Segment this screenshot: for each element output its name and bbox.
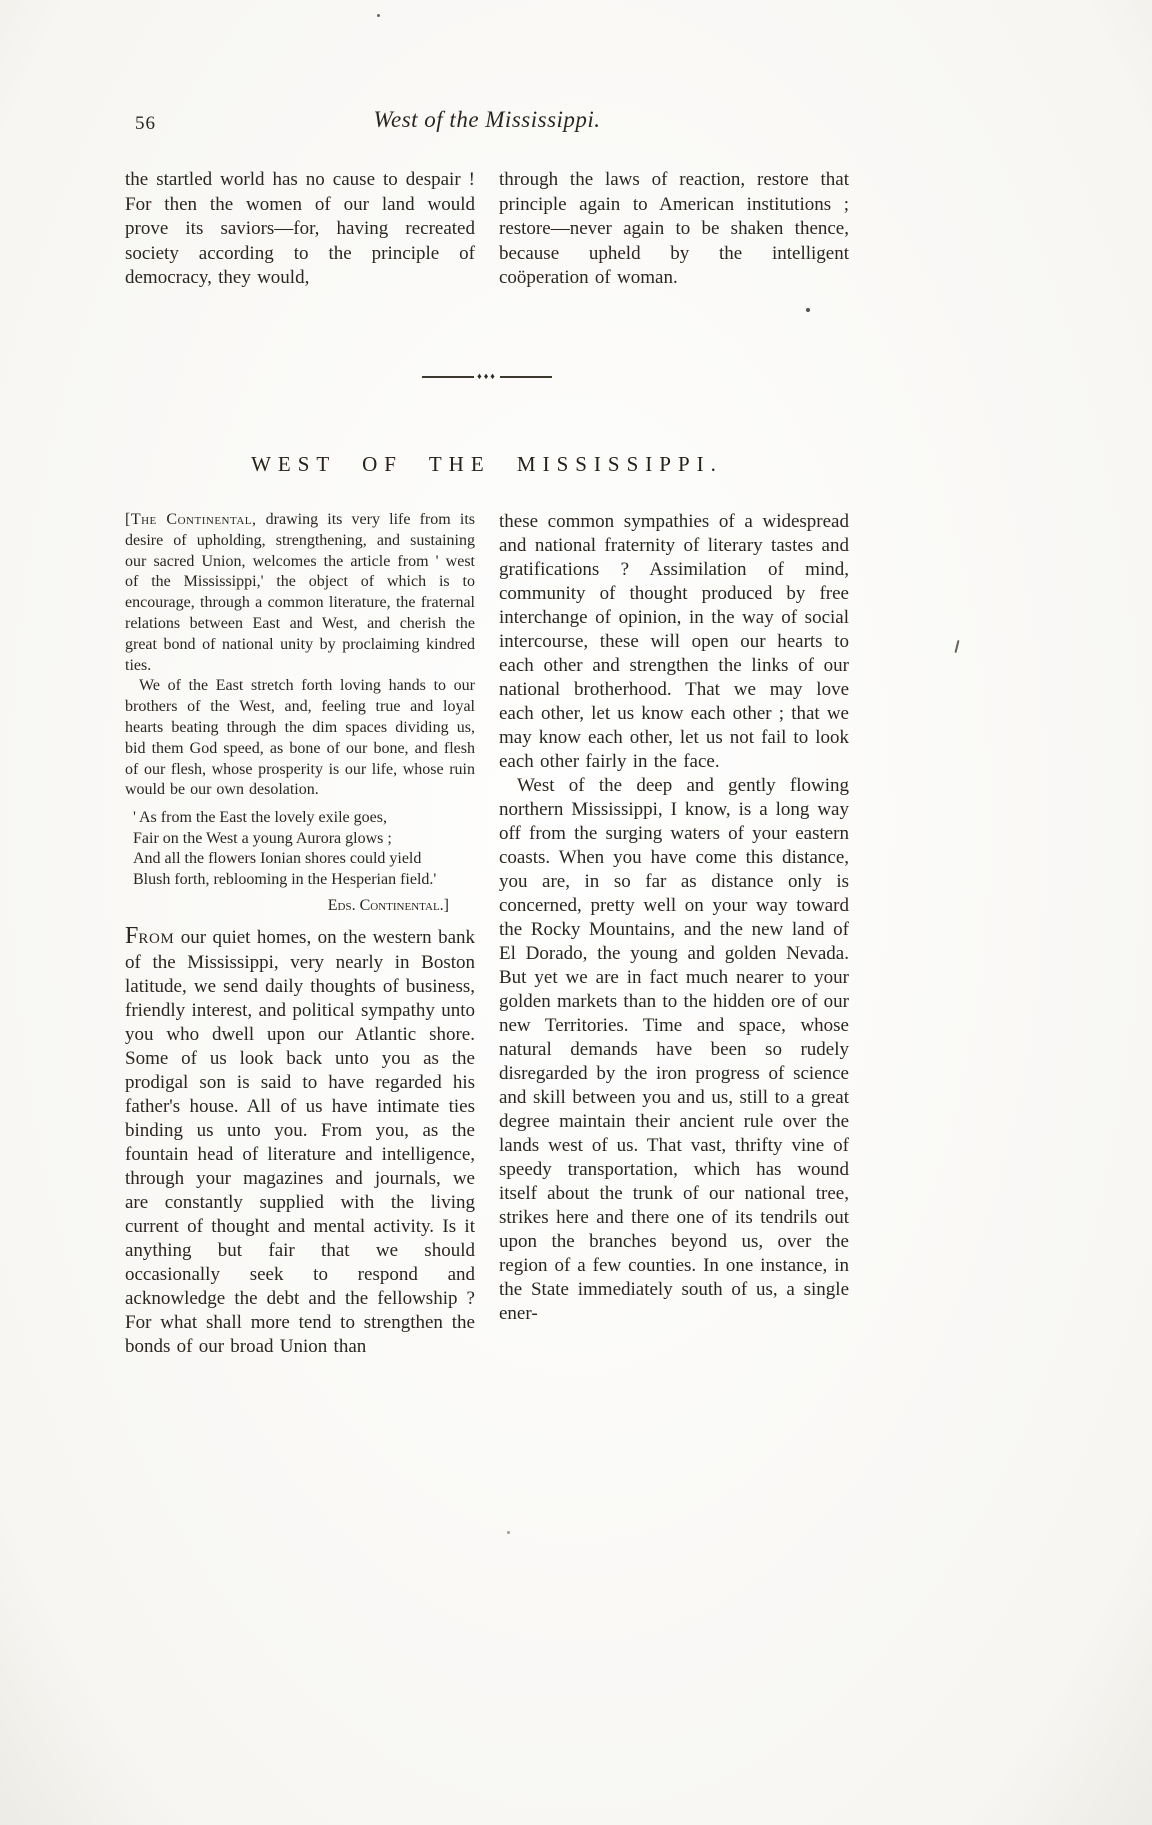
divider-rule-right	[500, 376, 552, 378]
article-left-paragraph	[125, 924, 475, 1359]
scan-artifact-dot	[377, 14, 380, 17]
article-left-paragraph-text: our quiet homes, on the western bank of the Mississippi, very nearly in Boston latitude, we send daily thoughts of business, friendly interest, and political sympathy unto you who dwell upon our Atlantic shore. Some of us look back unto you as the prodigal son is said to have regarded his father's house. All of us have intimate ties binding us unto you. From you, as the fountain head of literature and intelligence, through your magazines and journals, we are constantly supplied with the living current of thought and mental activity. Is it anything but fair that we should occasionally seek to respond and acknowledge the debt and the fellowship ? For what shall more tend to strengthen the bonds of our broad Union than	[125, 927, 475, 1358]
editorial-note-paragraph-1	[125, 510, 475, 676]
top-continuation-section	[125, 168, 849, 291]
poem-line: Blush forth, reblooming in the Hesperian field.'	[133, 870, 437, 888]
divider-rule-left	[422, 376, 474, 378]
lead-word	[125, 923, 175, 950]
editorial-note-paragraph-1-text: drawing its very life from its desire of upholding, strengthening, and sustaining our sacred Union, welcomes the article from ' west of the Mississippi,' the object of which is to encourage, through a common literature, the fraternal relations between East and West, and cherish the great bond of national unity by proclaiming kindred ties.	[125, 511, 475, 674]
lead-rest: ROM	[138, 931, 175, 948]
divider-dots-icon: ♦♦♦	[477, 371, 497, 381]
running-title: West of the Mississippi.	[373, 107, 601, 132]
top-left-paragraph: the startled world has no cause to despair ! For then the women of our land would prove its saviors—for, having recreated society according to the principle of democracy, they would,	[125, 169, 475, 288]
top-right-paragraph: through the laws of reaction, restore that principle again to American institutions ; restore—never again to be shaken thence, because upheld by the intelligent coöperation of woman.	[499, 169, 849, 288]
section-divider	[125, 372, 849, 382]
article-left-column	[125, 510, 475, 1359]
scan-artifact-slash	[954, 640, 959, 653]
page-header	[125, 107, 849, 143]
poem-attribution: Eds. Continental.]	[327, 897, 449, 915]
continental-smallcaps: [The Continental,	[125, 511, 257, 528]
page-number: 56	[135, 113, 156, 134]
scan-artifact-dot	[806, 308, 810, 312]
poem-line: ' As from the East the lovely exile goes,	[133, 809, 387, 827]
top-right-column	[499, 168, 849, 291]
poem-line: And all the flowers Ionian shores could yield	[133, 850, 422, 868]
article-right-column	[499, 510, 849, 1359]
article-title: WEST OF THE MISSISSIPPI.	[251, 452, 723, 476]
poem-block	[133, 808, 475, 890]
top-left-column	[125, 168, 475, 291]
editorial-note-paragraph-2: We of the East stretch forth loving hands to our brothers of the West, and, feeling true and loyal hearts beating through the dim spaces dividing us, bid them God speed, as bone of our bone, and flesh of our flesh, whose prosperity is our life, whose ruin would be our own desolation.	[125, 677, 475, 799]
article-body	[125, 510, 849, 1359]
article-right-paragraph-1: these common sympathies of a widespread and national fraternity of literary tastes and gratifications ? Assimilation of mind, community of thought produced by free interchange of opinion, in the way of social intercourse, these will open our hearts to each other and strengthen the links of our national brotherhood. That we may love each other, let us know each other ; that we may know each other, let us not fail to look each other fairly in the face.	[499, 511, 849, 772]
lead-initial: F	[125, 923, 139, 950]
poem-line: Fair on the West a young Aurora glows ;	[133, 829, 392, 847]
article-right-paragraph-2: West of the deep and gently flowing northern Mississippi, I know, is a long way off from the surging waters of your eastern coasts. When you have come this distance, you are, in so far as distance only is concerned, pretty well on your way toward the Rocky Mountains, and the new land of El Dorado, the young and golden Nevada. But yet we are in fact much nearer to your golden markets than to the hidden ore of our new Territories. Time and space, whose natural demands have been so rudely disregarded by the iron progress of science and skill between you and us, still to a great degree maintain their ancient rule over the lands west of us. That vast, thrifty vine of speedy transportation, which has wound itself about the trunk of our national tree, strikes here and there one of its tendrils out upon the branches beyond us, over the region of a few counties. In one instance, in the State immediately south of us, a single ener-	[499, 775, 849, 1324]
scan-artifact-dot	[507, 1531, 510, 1534]
